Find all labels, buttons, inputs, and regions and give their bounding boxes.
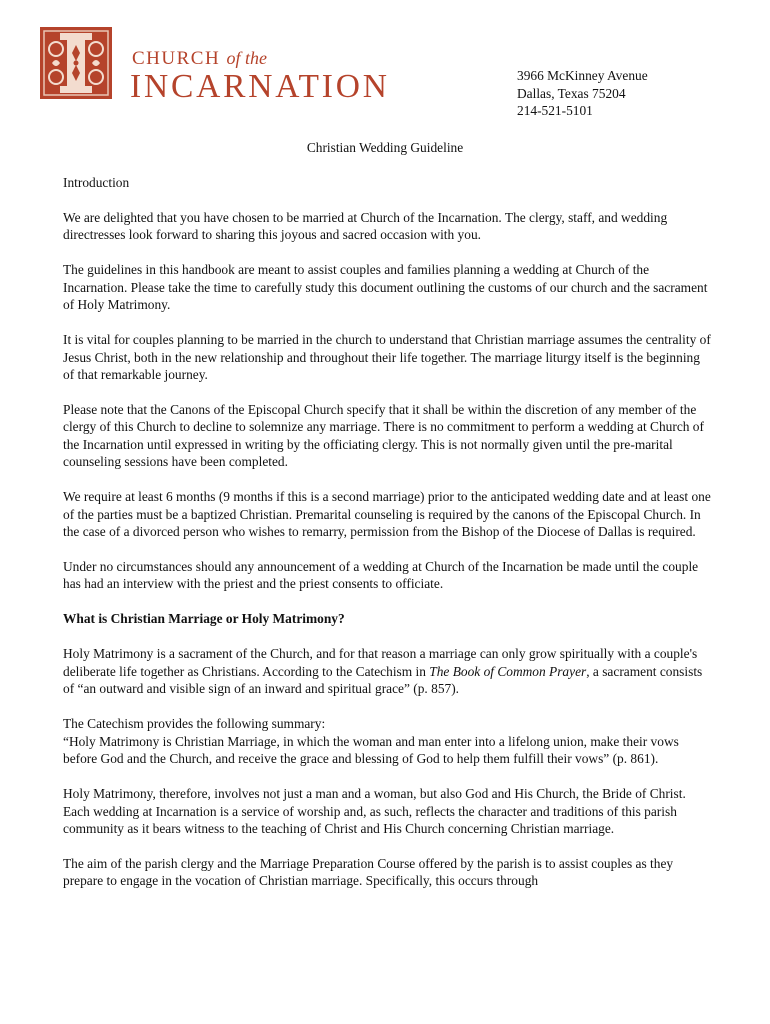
paragraph-centrality: It is vital for couples planning to be married in the church to understand that Christian marriage assumes the centrality of Jesus Christ, both in the new relationship and throughout their life together. The marriage liturgy itself is the beginning of that remarkable journey. [63,332,711,383]
logo-text-church: CHURCH of the [132,48,267,69]
church-address [517,67,757,120]
document-title: Christian Wedding Guideline [306,140,464,155]
book-title: The Book of Common Prayer [429,663,587,679]
address-street: 3966 McKinney Avenue [517,68,648,83]
paragraph-worship: Holy Matrimony, therefore, involves not just a man and a woman, but also God and His Church, the Bride of Christ. Each wedding at Incarnation is a service of worship and, as such, reflects the character and traditions of this parish community as it bears witness to the teaching of Christ and His Church concerning Christian marriage. [63,786,686,836]
catechism-quote: “Holy Matrimony is Christian Marriage, in which the woman and man enter into a lifelong union, make their vows before God and the Church, and receive the grace and blessing of God to help them fulfill their vows” (p. 861). [63,733,679,767]
paragraph-welcome: We are delighted that you have chosen to be married at Church of the Incarnation. The clergy, staff, and wedding directresses look forward to sharing this joyous and sacred occasion with you. [63,210,668,243]
logo-text-of-the: of the [226,48,267,68]
paragraph-requirements: We require at least 6 months (9 months if this is a second marriage) prior to the anticipated wedding date and at least one of the parties must be a baptized Christian. Premarital counseling is required by the canons of the Episcopal Church. In the case of a divorced person who wishes to remarry, permission from the Bishop of the Diocese of Dallas is required. [63,489,711,540]
paragraph-guidelines: The guidelines in this handbook are meant to assist couples and families planning a wedding at Church of the Incarnation. Please take the time to carefully study this document outlining the customs of our church and the sacrament of Holy Matrimony. [63,262,708,313]
section-heading: What is Christian Marriage or Holy Matrimony? [63,611,345,627]
paragraph-aim: The aim of the parish clergy and the Marriage Preparation Course offered by the parish is to assist couples as they prepare to engage in the vocation of Christian marriage. Specifically, this occurs through [63,855,674,889]
paragraph-catechism: The Catechism provides the following summary: “Holy Matrimony is Christian Marriage, in which the woman and man enter into a lifelong union, make their vows before God and the Church, and receive the grace and blessing of God to help them fulfill their vows” (p. 861). [63,716,679,767]
intro-heading: Introduction [63,175,130,190]
document-body [63,174,713,890]
paragraph-canons: Please note that the Canons of the Episcopal Church specify that it shall be within the discretion of any member of the clergy of this Church to decline to solemnize any marriage. There is no commitment to perform a wedding at Church of the Incarnation until expressed in writing by the officiating clergy. This is not normally given until the pre-marital counseling sessions have been completed. [63,402,704,470]
logo-text-incarnation: INCARNATION [130,68,390,105]
address-city: Dallas, Texas 75204 [517,85,626,101]
address-phone: 214-521-5101 [517,103,593,118]
paragraph-sacrament: Holy Matrimony is a sacrament of the Church, and for that reason a marriage can only grow spiritually with a couple's deliberate life together as Christians. According to the Catechism in The Book of Common Prayer, a sacrament consists of “an outward and visible sign of an inward and spiritual grace” (p. 857). [63,646,703,697]
church-logo [40,27,420,105]
ornamental-cross-icon [40,27,112,99]
paragraph-announcement: Under no circumstances should any announcement of a wedding at Church of the Incarnation be made until the couple has had an interview with the priest and the priest consents to officiate. [63,559,699,592]
